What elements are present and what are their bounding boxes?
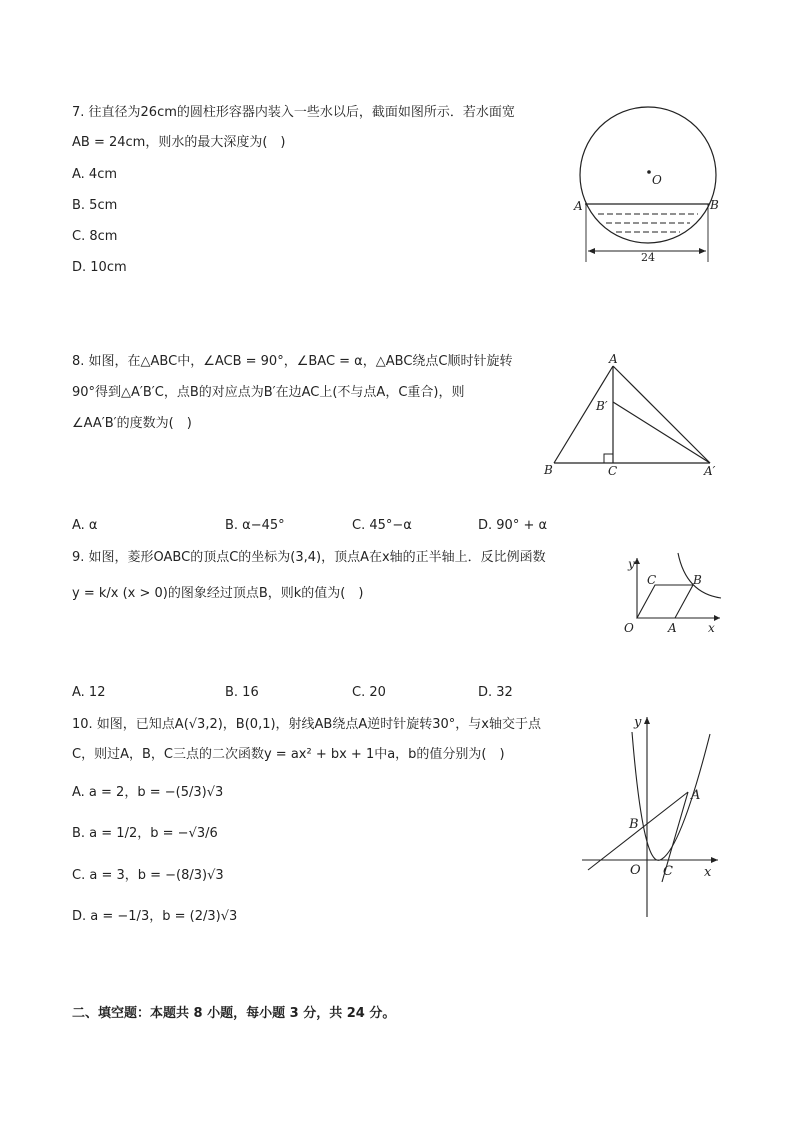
label-a: A <box>668 621 677 635</box>
center-dot <box>647 170 651 174</box>
q10-parabola-figure <box>580 712 730 922</box>
label-b: B <box>629 817 639 832</box>
q9-option-d[interactable]: D. 32 <box>478 685 513 700</box>
label-b: B <box>710 198 719 212</box>
label-o: O <box>652 173 662 187</box>
q7-option-c[interactable]: C. 8cm <box>72 229 118 244</box>
label-b: B <box>693 573 702 587</box>
q8-line-1: 8. 如图，在△ABC中，∠ACB = 90°，∠BAC = α，△ABC绕点C顺时针旋转 <box>72 354 513 369</box>
label-x: x <box>708 621 715 635</box>
q7-circle-figure <box>570 100 730 270</box>
q9-line-2: y = k/x (x > 0)的图象经过顶点B，则k的值为( ) <box>72 586 364 601</box>
label-a-prime: A′ <box>704 464 716 478</box>
label-x: x <box>704 865 712 880</box>
q10-option-a[interactable]: A. a = 2，b = −(5/3)√3 <box>72 785 224 800</box>
q10-option-b[interactable]: B. a = 1/2，b = −√3/6 <box>72 826 218 841</box>
q10-line-2: C，则过A，B，C三点的二次函数y = ax² + bx + 1中a，b的值分别为( ) <box>72 747 505 762</box>
label-c: C <box>663 864 673 879</box>
q7-line-1: 7. 往直径为26cm的圆柱形容器内装入一些水以后，截面如图所示．若水面宽 <box>72 105 515 120</box>
width-label: 24 <box>641 251 655 264</box>
q8-option-a[interactable]: A. α <box>72 518 98 533</box>
q10-option-d[interactable]: D. a = −1/3，b = (2/3)√3 <box>72 909 238 924</box>
q7-option-b[interactable]: B. 5cm <box>72 198 118 213</box>
label-a: A <box>609 352 618 366</box>
q8-option-d[interactable]: D. 90° + α <box>478 518 548 533</box>
label-o: O <box>630 863 641 878</box>
q8-option-b[interactable]: B. α−45° <box>225 518 285 533</box>
q8-triangle-figure <box>540 350 730 480</box>
label-b: B <box>544 463 553 477</box>
q10-line-1: 10. 如图，已知点A(√3,2)，B(0,1)，射线AB绕点A逆时针旋转30°，与x轴交于点 <box>72 717 541 732</box>
label-a: A <box>691 788 701 803</box>
q9-option-b[interactable]: B. 16 <box>225 685 259 700</box>
q7-option-a[interactable]: A. 4cm <box>72 167 118 182</box>
label-y: y <box>628 557 635 571</box>
label-a: A <box>574 199 583 213</box>
q8-option-c[interactable]: C. 45°−α <box>352 518 412 533</box>
q10-option-c[interactable]: C. a = 3，b = −(8/3)√3 <box>72 868 224 883</box>
q9-line-1: 9. 如图，菱形OABC的顶点C的坐标为(3,4)，顶点A在x轴的正半轴上．反比例函数 <box>72 550 546 565</box>
q8-line-2: 90°得到△A′B′C，点B的对应点为B′在边AC上(不与点A，C重合)，则 <box>72 385 465 400</box>
label-y: y <box>634 715 642 730</box>
q9-option-c[interactable]: C. 20 <box>352 685 386 700</box>
q7-option-d[interactable]: D. 10cm <box>72 260 127 275</box>
label-o: O <box>624 621 634 635</box>
q9-rhombus-figure <box>620 548 730 638</box>
q8-line-3: ∠AA′B′的度数为( ) <box>72 416 192 431</box>
rhombus-oabc <box>637 585 693 618</box>
label-c: C <box>647 573 657 587</box>
label-c: C <box>608 464 618 478</box>
section-fill-in-heading: 二、填空题：本题共 8 小题，每小题 3 分，共 24 分。 <box>72 1006 396 1021</box>
label-b-prime: B′ <box>596 399 608 413</box>
q7-line-2: AB = 24cm，则水的最大深度为( ) <box>72 135 286 150</box>
q9-option-a[interactable]: A. 12 <box>72 685 106 700</box>
